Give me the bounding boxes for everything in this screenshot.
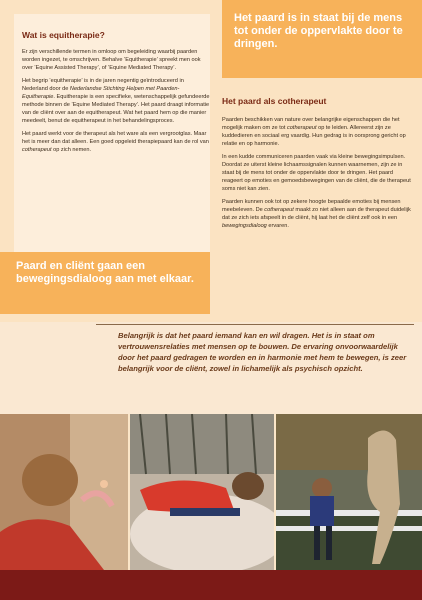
photo-child-painting	[0, 414, 128, 570]
left-p3-part-c: op zich nemen.	[51, 147, 92, 153]
left-heading: Wat is equitherapie?	[22, 30, 105, 40]
left-p2-part-c: . Equitherapie is een specifieke, wetenschappelijk gefundeerde methode binnen de ‘Equine Mediated Therapy’. Het paard draagt informatie van de cliënt over aan de equitherapeut. Wat het paard hem op die manier meedeelt, benut de equitherapeut in het behandelingsproces.	[22, 94, 210, 124]
left-p3-part-a: Het paard werkt voor de therapeut als het ware als een vergrootglas. Maar het is meer dan dat alleen. Een goed opgeleid therapiepaard kan de rol van	[22, 131, 209, 145]
right-p3-emph: cotherapeut	[264, 207, 294, 213]
right-heading: Het paard als cotherapeut	[222, 96, 327, 106]
left-text-column	[22, 30, 210, 159]
left-p2-part-a: Het begrip ‘equitherapie’ is in de jaren negentig geïntroduceerd in Nederland door de	[22, 78, 184, 92]
pull-quote: Belangrijk is dat het paard iemand kan en wil dragen. Het is in staat om vertrouwensrelaties met mensen op te bouwen. De ervaring onvoorwaardelijk door het paard gedragen te worden en in harmonie met hem te bewegen, is zeer belangrijk voor de cliënt, zowel in lichamelijk als psychisch opzicht.	[118, 331, 407, 373]
right-p1-part-a: Paarden beschikken van nature over belangrijke eigenschappen die het mogelijk maken om ze tot	[222, 117, 400, 131]
right-callout-text: Het paard is in staat bij de mens tot onder de oppervlakte door te dringen.	[234, 12, 403, 50]
right-p3-emph-2: bewegingsdialoog	[222, 223, 267, 229]
photo-child-on-horse	[130, 414, 274, 570]
left-p2-emph: Nederlandse Stichting Helpen met Paarden-Equitherapie	[22, 86, 180, 100]
right-text-column	[222, 96, 412, 235]
left-p3-emph: cotherapeut	[22, 147, 52, 153]
left-callout-text: Paard en cliënt gaan een bewegingsdialoog aan met elkaar.	[16, 260, 194, 285]
photo-child-on-horse-graphic	[130, 414, 274, 570]
right-paragraph-3	[222, 198, 412, 230]
right-paragraph-1	[222, 116, 412, 148]
quote-divider	[96, 324, 414, 325]
right-p3-part-a: Paarden kunnen ook tot op zekere hoogte bepaalde emoties bij mensen meebeleven. De	[222, 199, 401, 213]
right-p3-part-e: ervaren.	[266, 223, 289, 229]
right-p1-part-c: op te leiden. Allereerst zijn ze kuddedieren en sociaal erg vaardig. Hun gedrag is in oorsprong gericht op relatie en op harmonie.	[222, 125, 406, 147]
right-p1-emph: cotherapeut	[286, 125, 317, 131]
photo-horse-with-child-graphic	[276, 414, 422, 570]
photo-child-painting-graphic	[0, 414, 128, 570]
right-paragraph-2: In een kudde communiceren paarden vaak via kleine bewegingsimpulsen. Doordat ze uiterst kleine lichaamssignalen kunnen waarnemen, zijn ze in staat bij de mens tot onder de oppervlakte door te dringen. Het paard reageert op emoties en gemoedsbewegingen van de cliënt, die de therapeut soms niet kan zien.	[222, 154, 411, 192]
left-paragraph-2	[22, 77, 210, 125]
left-paragraph-1: Er zijn verschillende termen in omloop om begeleiding waarbij paarden worden ingezet, te omschrijven. Behalve ‘Equitherapie’ spreekt men ook over ‘Equine Assisted Therapy’, of ‘Equine Mediated Therapy’.	[22, 49, 201, 71]
left-paragraph-3	[22, 130, 210, 154]
photo-horse-with-child	[276, 414, 422, 570]
right-p3-part-c: maakt zo niet alleen aan de therapeut duidelijk dat ze zich iets afspeelt in de cliënt, hij laat het de cliënt zelf ook in een	[222, 207, 411, 221]
footer-bar	[0, 570, 422, 600]
